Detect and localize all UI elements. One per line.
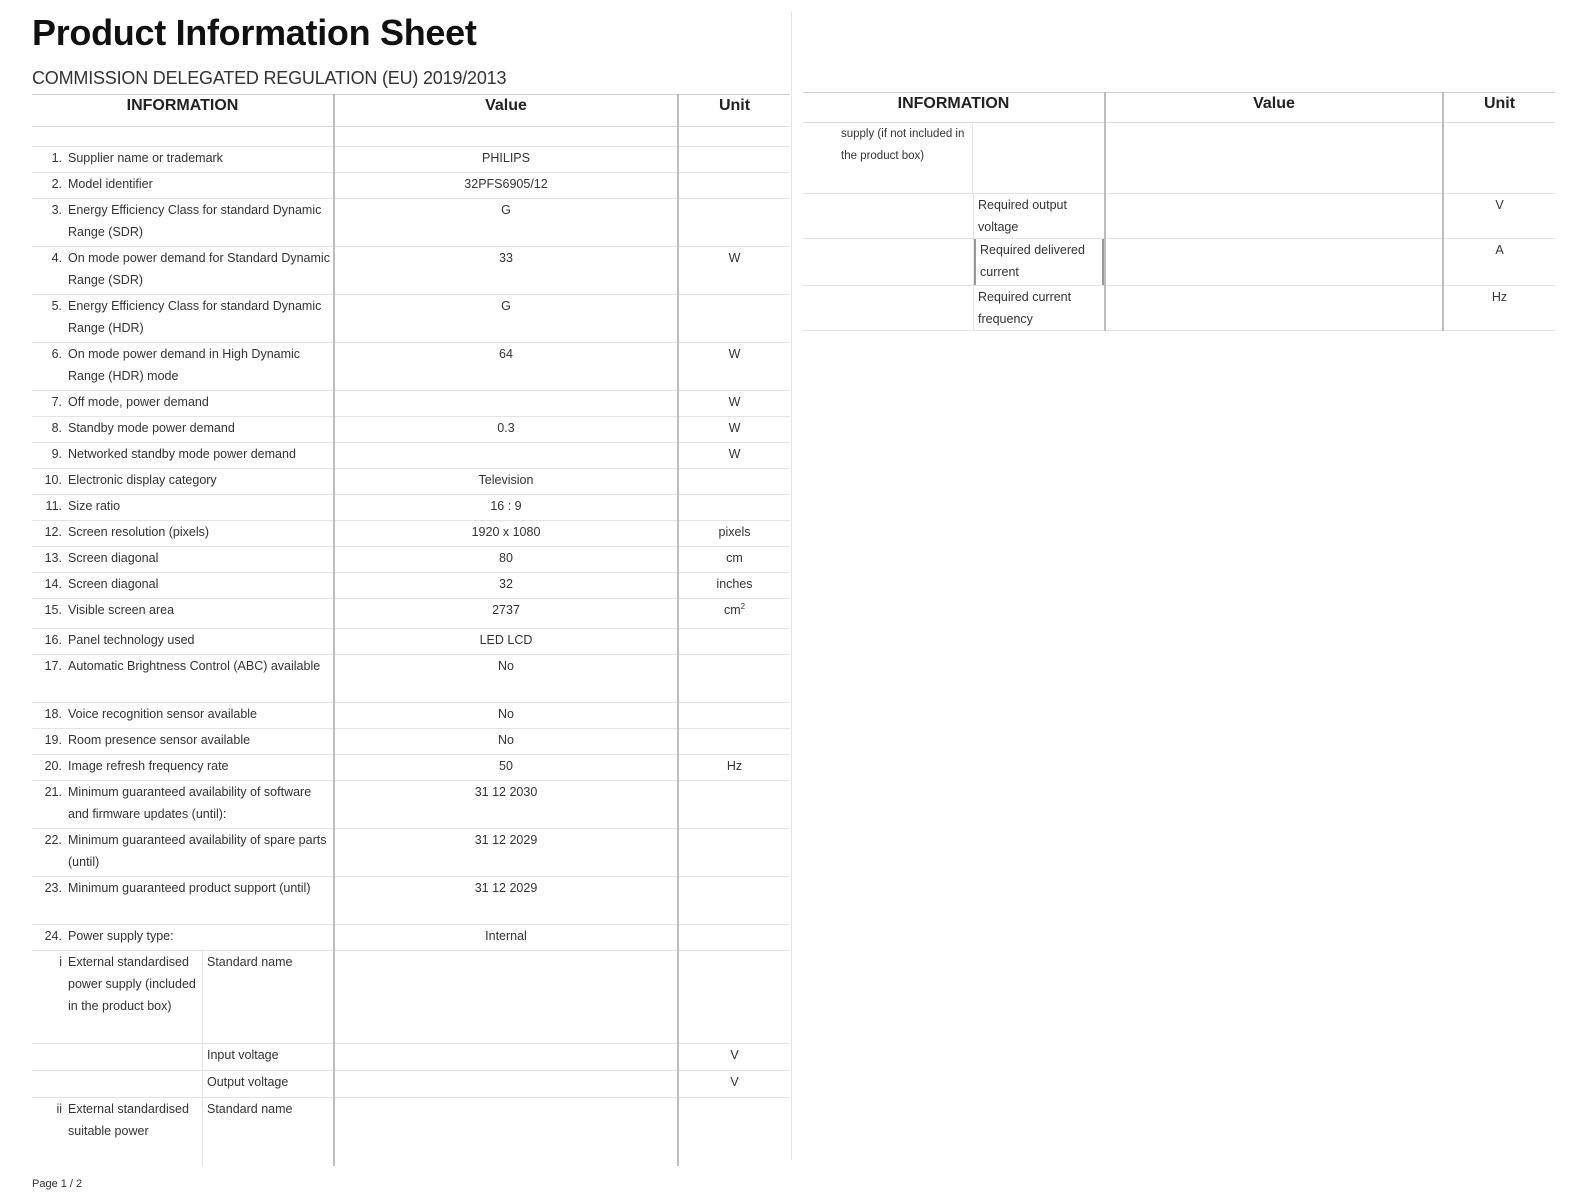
- row-unit: [678, 829, 790, 877]
- row-unit: [678, 729, 790, 755]
- info-table-right: [803, 92, 1555, 331]
- row-unit: [678, 295, 790, 343]
- row-unit-text: W: [728, 251, 741, 265]
- row-unit: [678, 147, 790, 173]
- row-value: [334, 443, 678, 469]
- row-number: 1.: [51, 151, 62, 165]
- row-value: Television: [334, 469, 678, 495]
- row-unit-text: inches: [716, 577, 753, 591]
- row-label-cell: [32, 417, 334, 443]
- row-label: Panel technology used: [68, 633, 195, 647]
- row-unit-text: W: [728, 347, 741, 361]
- row-value: 64: [334, 343, 678, 391]
- row-value: Internal: [334, 925, 678, 951]
- table-row-req-output-voltage: [803, 194, 1555, 239]
- row-value: No: [334, 655, 678, 703]
- psu-ii-num: ii: [56, 1102, 62, 1116]
- row-value: 80: [334, 547, 678, 573]
- row-label: On mode power demand in High Dynamic Range (HDR) mode: [68, 347, 301, 383]
- row-value: 31 12 2029: [334, 877, 678, 925]
- row-value: LED LCD: [334, 629, 678, 655]
- row-unit: [678, 391, 790, 417]
- table-row: [32, 547, 790, 573]
- psu-i-standard-name: Standard name: [207, 955, 293, 969]
- table-row: [32, 655, 790, 703]
- row-number: 19.: [44, 733, 62, 747]
- row-unit-superscript: 2: [740, 601, 746, 611]
- table-row: [32, 829, 790, 877]
- table-row: [32, 147, 790, 173]
- row-value: 2737: [334, 599, 678, 629]
- header-information: INFORMATION: [32, 95, 334, 127]
- row-unit: [678, 655, 790, 703]
- row-label-cell: [32, 495, 334, 521]
- table-row: [32, 247, 790, 295]
- psu-ii-label-part1: External standardised suitable power: [68, 1102, 189, 1138]
- row-number: 5.: [51, 299, 62, 313]
- row-label-cell: [32, 391, 334, 417]
- row-unit-text: Hz: [726, 759, 743, 773]
- row-label-cell: [32, 655, 334, 703]
- row-number: 12.: [44, 525, 62, 539]
- row-unit: [678, 417, 790, 443]
- row-unit: [678, 547, 790, 573]
- row-unit: [678, 199, 790, 247]
- row-label-cell: [32, 925, 334, 951]
- regulation-subtitle: COMMISSION DELEGATED REGULATION (EU) 2019/2013: [32, 68, 507, 88]
- row-unit: [678, 629, 790, 655]
- row-value: 1920 x 1080: [334, 521, 678, 547]
- row-label: Networked standby mode power demand: [68, 447, 296, 461]
- psu-i-label: External standardised power supply (included in the product box): [68, 955, 196, 1013]
- row-label: Visible screen area: [68, 603, 175, 617]
- row-label: Supplier name or trademark: [68, 151, 223, 165]
- row-number: 13.: [44, 551, 62, 565]
- row-number: 8.: [51, 421, 62, 435]
- row-label: Off mode, power demand: [68, 395, 209, 409]
- req-current-unit: A: [1443, 239, 1555, 286]
- row-unit: [678, 469, 790, 495]
- row-number: 16.: [44, 633, 62, 647]
- page-title: Product Information Sheet: [32, 12, 477, 53]
- row-label: Standby mode power demand: [68, 421, 235, 435]
- table-row: [32, 469, 790, 495]
- row-label: Size ratio: [68, 499, 121, 513]
- table-row-input-voltage: [32, 1044, 790, 1071]
- header-unit: Unit: [678, 95, 790, 127]
- row-label-cell: [32, 629, 334, 655]
- row-unit: [678, 781, 790, 829]
- row-unit-text: W: [728, 447, 741, 461]
- row-label-cell: [32, 173, 334, 199]
- row-unit-text: cm: [726, 551, 743, 565]
- row-label: On mode power demand for Standard Dynamic Range (SDR): [68, 251, 330, 287]
- row-unit: [678, 173, 790, 199]
- row-label: Model identifier: [68, 177, 153, 191]
- req-frequency-label: Required current frequency: [978, 290, 1072, 326]
- row-unit: [678, 877, 790, 925]
- row-number: 9.: [51, 447, 62, 461]
- row-number: 6.: [51, 347, 62, 361]
- table-row: [32, 173, 790, 199]
- table-row: [32, 703, 790, 729]
- row-number: 3.: [51, 203, 62, 217]
- row-label-cell: [32, 755, 334, 781]
- table-row: [32, 729, 790, 755]
- table-row: [32, 573, 790, 599]
- row-unit: [678, 703, 790, 729]
- table-row-psu-ii: [32, 1098, 790, 1167]
- table-row: [32, 755, 790, 781]
- table-row-req-current: [803, 239, 1555, 286]
- row-unit: [678, 599, 790, 629]
- row-label-cell: [32, 521, 334, 547]
- row-unit: [678, 495, 790, 521]
- info-table-left: [32, 94, 790, 1166]
- row-number: 22.: [44, 833, 62, 847]
- row-label-cell: [32, 199, 334, 247]
- row-number: 14.: [44, 577, 62, 591]
- row-label: Minimum guaranteed product support (until): [68, 881, 311, 895]
- input-voltage-label: Input voltage: [207, 1048, 279, 1062]
- row-label-cell: [32, 295, 334, 343]
- req-current-label: Required delivered current: [974, 239, 1104, 285]
- row-number: 20.: [44, 759, 62, 773]
- table-row: [32, 629, 790, 655]
- table-row-output-voltage: [32, 1071, 790, 1098]
- row-value: 31 12 2030: [334, 781, 678, 829]
- row-unit-text: cm: [723, 603, 741, 617]
- table-row-req-frequency: [803, 286, 1555, 331]
- row-label: Screen diagonal: [68, 577, 159, 591]
- row-value: [334, 391, 678, 417]
- row-label-cell: [32, 443, 334, 469]
- row-value: 32PFS6905/12: [334, 173, 678, 199]
- row-label-cell: [32, 573, 334, 599]
- row-number: 2.: [51, 177, 62, 191]
- header-information-2: INFORMATION: [803, 93, 1105, 123]
- row-unit-text: pixels: [718, 525, 751, 539]
- row-label-cell: [32, 147, 334, 173]
- row-number: 21.: [44, 785, 62, 799]
- req-frequency-unit: Hz: [1443, 286, 1555, 331]
- req-output-voltage-label: Required output voltage: [978, 198, 1067, 234]
- row-value: No: [334, 703, 678, 729]
- row-value: 16 : 9: [334, 495, 678, 521]
- row-label: Electronic display category: [68, 473, 217, 487]
- row-label-cell: [32, 729, 334, 755]
- table-row-psu-i: [32, 951, 790, 1044]
- row-number: 18.: [44, 707, 62, 721]
- row-label-cell: [32, 877, 334, 925]
- table-row: [32, 495, 790, 521]
- row-number: 15.: [44, 603, 62, 617]
- row-label: Minimum guaranteed availability of spare parts (until): [68, 833, 327, 869]
- row-number: 10.: [44, 473, 62, 487]
- table-row: [32, 295, 790, 343]
- row-value: G: [334, 295, 678, 343]
- row-value: 32: [334, 573, 678, 599]
- row-label: Energy Efficiency Class for standard Dynamic Range (HDR): [68, 299, 322, 335]
- page-footer: Page 1 / 2: [32, 1178, 83, 1190]
- row-label-cell: [32, 343, 334, 391]
- row-label-cell: [32, 829, 334, 877]
- row-unit: [678, 573, 790, 599]
- table-row: [32, 443, 790, 469]
- row-label: Minimum guaranteed availability of software and firmware updates (until):: [68, 785, 312, 821]
- row-label: Image refresh frequency rate: [68, 759, 229, 773]
- row-label-cell: [32, 247, 334, 295]
- psu-ii-standard-name: Standard name: [207, 1102, 293, 1116]
- psu-i-num: i: [59, 955, 62, 969]
- table-row: [32, 199, 790, 247]
- row-unit: [678, 925, 790, 951]
- row-unit: [678, 755, 790, 781]
- row-unit: [678, 247, 790, 295]
- header-unit-2: Unit: [1443, 93, 1555, 123]
- table-row-psu-ii-cont: [803, 123, 1555, 194]
- row-unit: [678, 443, 790, 469]
- row-label: Screen resolution (pixels): [68, 525, 210, 539]
- row-label: Energy Efficiency Class for standard Dynamic Range (SDR): [68, 203, 322, 239]
- row-unit: [678, 343, 790, 391]
- input-voltage-unit: V: [678, 1044, 790, 1071]
- column-divider: [791, 12, 792, 1160]
- header-value-2: Value: [1105, 93, 1443, 123]
- row-number: 7.: [51, 395, 62, 409]
- row-label: Voice recognition sensor available: [68, 707, 258, 721]
- row-label: Screen diagonal: [68, 551, 159, 565]
- row-number: 17.: [44, 659, 62, 673]
- output-voltage-unit: V: [678, 1071, 790, 1098]
- row-label: Room presence sensor available: [68, 733, 251, 747]
- table-row: [32, 343, 790, 391]
- table-row: [32, 521, 790, 547]
- row-value: 50: [334, 755, 678, 781]
- row-number: 23.: [44, 881, 62, 895]
- row-number: 4.: [51, 251, 62, 265]
- row-value: No: [334, 729, 678, 755]
- row-unit: [678, 521, 790, 547]
- table-row: [32, 781, 790, 829]
- row-value: G: [334, 199, 678, 247]
- table-row: [32, 925, 790, 951]
- row-label-cell: [32, 703, 334, 729]
- row-value: PHILIPS: [334, 147, 678, 173]
- row-label-cell: [32, 547, 334, 573]
- row-unit-text: W: [728, 395, 741, 409]
- row-value: 31 12 2029: [334, 829, 678, 877]
- row-label-cell: [32, 469, 334, 495]
- row-value: 33: [334, 247, 678, 295]
- req-output-voltage-unit: V: [1443, 194, 1555, 239]
- header-value: Value: [334, 95, 678, 127]
- row-unit-text: W: [728, 421, 741, 435]
- psu-ii-label-part2: supply (if not included in the product box): [803, 123, 973, 193]
- row-label-cell: [32, 781, 334, 829]
- row-label: Power supply type:: [68, 929, 174, 943]
- row-label-cell: [32, 599, 334, 629]
- table-row: [32, 417, 790, 443]
- row-label: Automatic Brightness Control (ABC) available: [68, 659, 321, 673]
- row-value: 0.3: [334, 417, 678, 443]
- table-row: [32, 599, 790, 629]
- row-number: 24.: [44, 929, 62, 943]
- table-row: [32, 877, 790, 925]
- row-number: 11.: [45, 499, 62, 513]
- table-row: [32, 391, 790, 417]
- output-voltage-label: Output voltage: [207, 1075, 289, 1089]
